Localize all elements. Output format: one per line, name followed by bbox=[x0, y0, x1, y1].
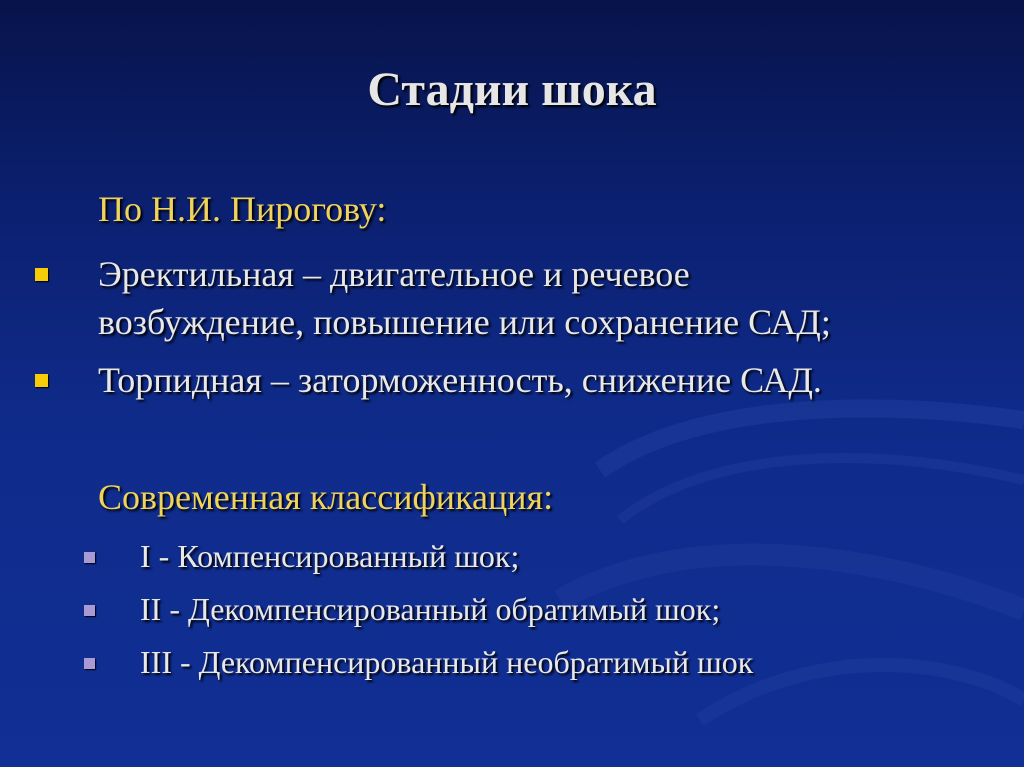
slide-title: Стадии шока bbox=[367, 63, 657, 116]
lilac-square-bullet-icon bbox=[84, 552, 95, 563]
stage-three-text: III - Декомпенсированный необратимый шок bbox=[140, 644, 754, 680]
yellow-square-bullet-icon bbox=[35, 374, 48, 387]
pirogov-heading: По Н.И. Пирогову: bbox=[98, 189, 387, 229]
stage-two-text: II - Декомпенсированный обратимый шок; bbox=[140, 591, 721, 627]
erectile-stage-line1: Эректильная – двигательное и речевое bbox=[98, 254, 690, 294]
lilac-square-bullet-icon bbox=[84, 658, 95, 669]
torpid-stage-line: Торпидная – заторможенность, снижение САД. bbox=[98, 360, 822, 400]
erectile-stage-line2: возбуждение, повышение или сохранение САД; bbox=[98, 302, 831, 342]
stage-one-text: I - Компенсированный шок; bbox=[140, 538, 520, 574]
yellow-square-bullet-icon bbox=[35, 268, 48, 281]
modern-classification-heading: Современная классификация: bbox=[98, 477, 554, 517]
lilac-square-bullet-icon bbox=[84, 605, 95, 616]
